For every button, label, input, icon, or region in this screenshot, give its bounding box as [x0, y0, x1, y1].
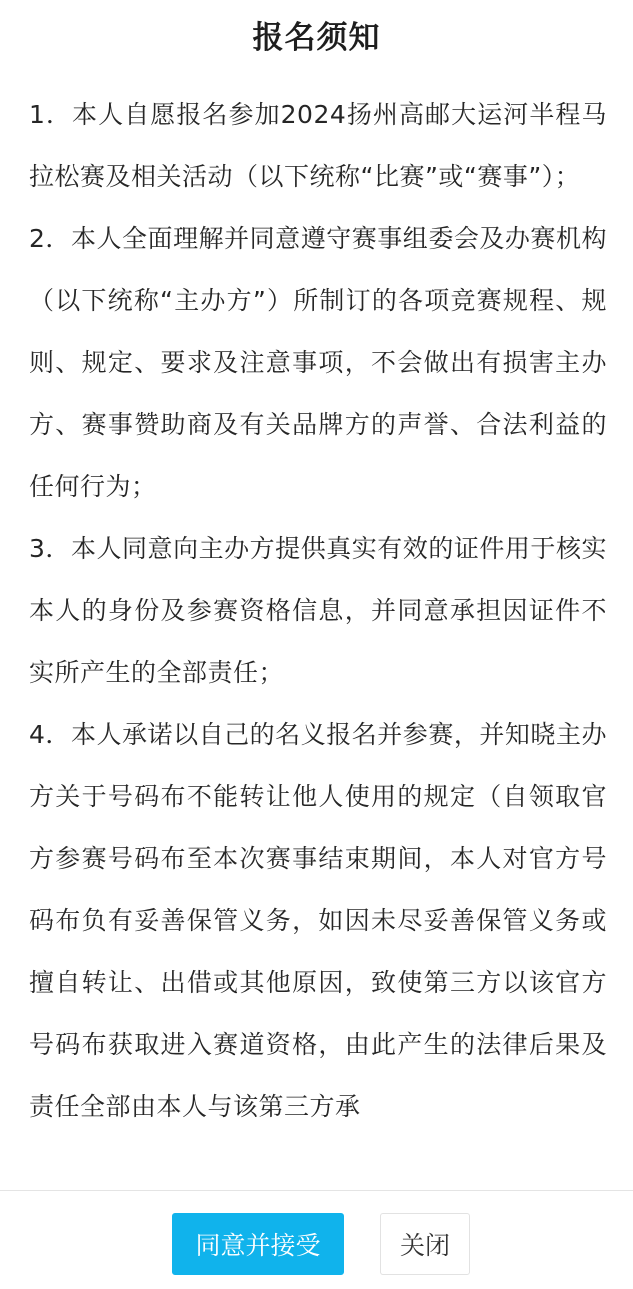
agree-button[interactable]: 同意并接受 [172, 1213, 344, 1275]
dialog-footer [0, 1190, 633, 1289]
notice-item-1: 1．本人自愿报名参加2024扬州高邮大运河半程马拉松赛及相关活动（以下统称“比赛”或“赛事”）； [29, 100, 607, 191]
dialog-title: 报名须知 [252, 20, 381, 56]
notice-item-4: 4．本人承诺以自己的名义报名并参赛，并知晓主办方关于号码布不能转让他人使用的规定（自领取官方参赛号码布至本次赛事结束期间，本人对官方号码布负有妥善保管义务，如因未尽妥善保管义务或擅自转让、出借或其他原因，致使第三方以该官方号码布获取进入赛道资格，由此产生的法律后果及责任全部由本人与该第三方承 [29, 720, 607, 1121]
close-button[interactable]: 关闭 [380, 1213, 470, 1275]
notice-item-3: 3．本人同意向主办方提供真实有效的证件用于核实本人的身份及参赛资格信息，并同意承担因证件不实所产生的全部责任； [29, 534, 607, 687]
notice-item-2: 2．本人全面理解并同意遵守赛事组委会及办赛机构（以下统称“主办方”）所制订的各项竞赛规程、规则、规定、要求及注意事项，不会做出有损害主办方、赛事赞助商及有关品牌方的声誉、合法利益的任何行为； [29, 224, 607, 501]
notice-content[interactable] [29, 84, 607, 1189]
